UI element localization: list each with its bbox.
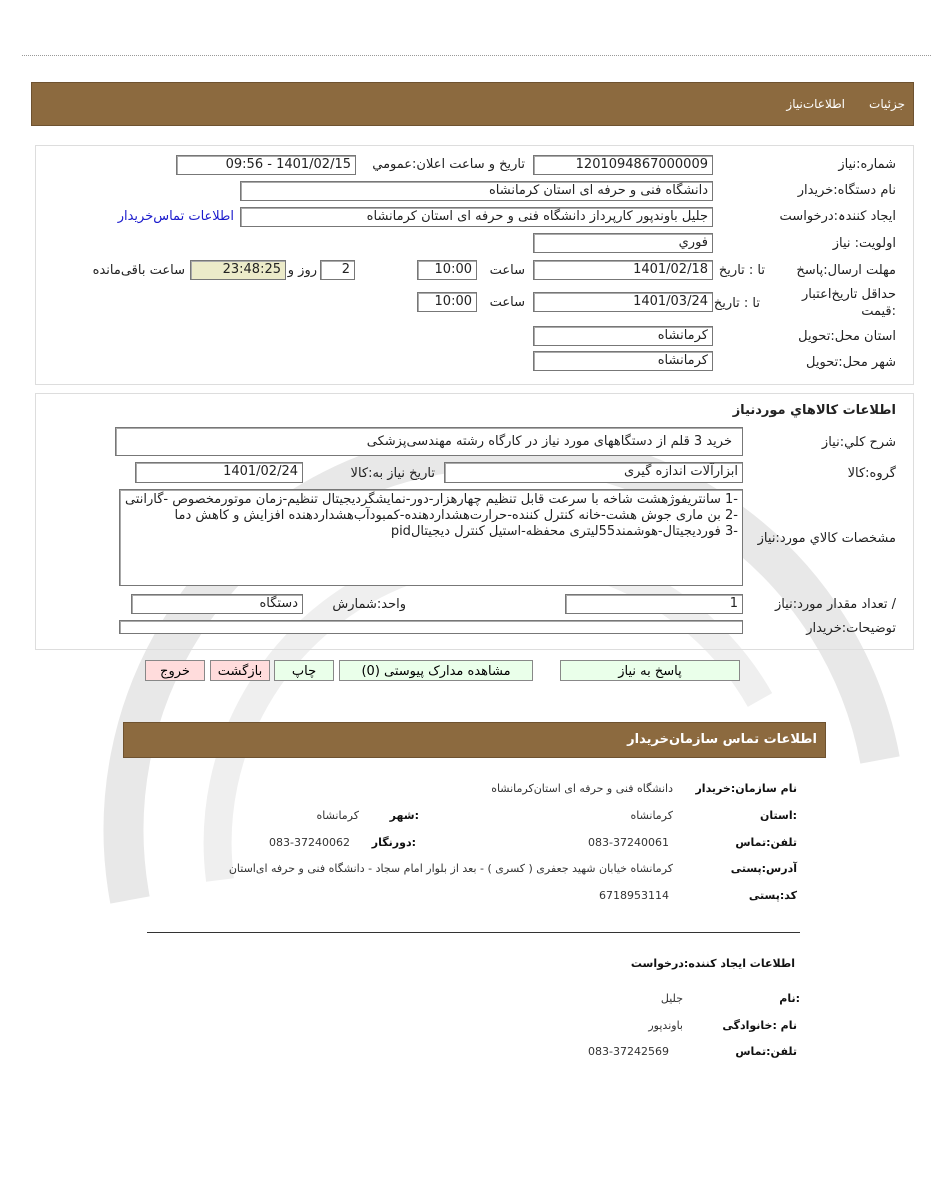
unit-label: واحد:شمارش [332, 597, 406, 612]
deadline-time-field: 10:00 [417, 260, 477, 280]
specs-field [119, 489, 743, 586]
spec-item: -2 بن ماری جوش هشت-خانه کنترل کننده-حرارت‌هشداردهنده-کمبودآب‌هشداردهنده افزایش و کاهش دما [174, 508, 738, 523]
validity-time-label: ساعت [489, 295, 525, 310]
validity-label-1: حداقل تاریخ‌اعتبار [802, 287, 896, 302]
fax-value: 083-37240062 [269, 836, 350, 849]
postal-code-label: کد:پستی [748, 889, 797, 902]
validity-date-field: 1401/03/24 [533, 292, 713, 312]
contact-city-value: کرمانشاه [316, 809, 359, 822]
print-button[interactable]: چاپ [274, 660, 334, 681]
notes-label: توضیحات:خریدار [806, 621, 896, 636]
contact-header-title: اطلاعات تماس سازمان‌خریدار [627, 732, 817, 747]
need-number-field: 1201094867000009 [533, 155, 713, 175]
announce-field: 1401/02/15 - 09:56 [176, 155, 356, 175]
validity-to-date-label: تا : تاریخ [713, 296, 760, 311]
buyer-contact-link[interactable]: اطلاعات تماس‌خریدار [117, 209, 234, 224]
announce-label: تاریخ و ساعت اعلان:عمومي [372, 157, 525, 172]
qty-label: / تعداد مقدار مورد:نیاز [774, 597, 896, 612]
desc-label: شرح کلي:نیاز [821, 435, 896, 450]
qty-field: 1 [565, 594, 743, 614]
group-field: ابزارآلات اندازه گیری [444, 462, 743, 483]
goods-title: اطلاعات کالاهاي موردنیاز [732, 403, 896, 418]
tab-need-info[interactable]: اطلاعات‌نیاز [786, 97, 845, 111]
top-divider [22, 55, 931, 56]
deadline-label: مهلت ارسال:پاسخ [796, 263, 896, 278]
address-value: کرمانشاه خیابان شهید جعفری ( کسری ) - بعد از بلوار امام سجاد - دانشگاه فنی و حرفه ای‌استان [228, 862, 673, 875]
deadline-to-date-label: تا : تاریخ [718, 263, 765, 278]
need-date-field: 1401/02/24 [135, 462, 303, 483]
contact-city-label: :شهر [389, 809, 419, 822]
priority-label: اولویت: نیاز [832, 236, 896, 251]
specs-label: مشخصات کالاي مورد:نیاز [757, 531, 896, 546]
org-label: نام سازمان:خریدار [695, 782, 797, 795]
desc-field: خرید 3 قلم از دستگاههای مورد نیاز در کارگاه رشته مهندسی‌پزشکی [115, 427, 743, 456]
contact-province-value: کرمانشاه [630, 809, 673, 822]
spec-item: -1 سانتریفوژهشت شاخه با سرعت قابل تنظیم چهارهزار-دور-نمایشگردیجیتال تنظیم-زمان موتورمخصوص -گارانتی [124, 492, 738, 507]
need-number-label: شماره:نیاز [838, 157, 896, 172]
validity-time-field: 10:00 [417, 292, 477, 312]
tab-details[interactable]: جزئیات [869, 97, 905, 111]
days-label: روز و [287, 263, 317, 278]
city-field: کرمانشاه [533, 351, 713, 371]
need-date-label: تاریخ نیاز به:کالا [350, 466, 435, 481]
spec-item: -3 فوردیجیتال-هوشمند55لیتری محفظه-استیل کنترل دیجیتالpid [390, 524, 738, 539]
back-button[interactable]: بازگشت [210, 660, 270, 681]
creator-phone-value: 083-37242569 [588, 1045, 669, 1058]
postal-code-value: 6718953114 [599, 889, 669, 902]
creator-info-title: اطلاعات ایجاد کننده:درخواست [630, 957, 795, 970]
phone-label: تلفن:تماس [735, 836, 797, 849]
creator-phone-label: تلفن:تماس [735, 1045, 797, 1058]
address-label: آدرس:پستی [730, 862, 797, 875]
validity-label-2: :قیمت [861, 304, 896, 319]
org-value: دانشگاه فنی و حرفه ای استان‌کرمانشاه [491, 782, 673, 795]
creator-field: جلیل باوندپور کارپرداز دانشگاه فنی و حرفه ای استان کرمانشاه [240, 207, 713, 227]
contact-province-label: :استان [760, 809, 797, 822]
section-divider [147, 932, 800, 933]
days-remaining-field: 2 [320, 260, 355, 280]
creator-family-value: باوندپور [648, 1019, 683, 1032]
buyer-label: نام دستگاه:خریدار [797, 183, 896, 198]
city-label: شهر محل:تحویل [806, 355, 896, 370]
creator-family-label: نام :خانوادگی [722, 1019, 797, 1032]
notes-field [119, 620, 743, 634]
deadline-date-field: 1401/02/18 [533, 260, 713, 280]
reply-button[interactable]: پاسخ به نیاز [560, 660, 740, 681]
view-attachments-button[interactable]: مشاهده مدارک پیوستی (0) [339, 660, 533, 681]
creator-label: ایجاد کنندہ:درخواست [779, 209, 896, 224]
phone-value: 083-37240061 [588, 836, 669, 849]
creator-name-value: جلیل [660, 992, 683, 1005]
time-remaining-label: ساعت باقی‌مانده [92, 263, 185, 278]
group-label: گروه:کالا [847, 466, 896, 481]
priority-field: فوري [533, 233, 713, 253]
deadline-time-label: ساعت [489, 263, 525, 278]
province-field: کرمانشاه [533, 326, 713, 346]
creator-name-label: :نام [779, 992, 800, 1005]
contact-header [123, 722, 826, 758]
buyer-field: دانشگاه فنی و حرفه ای استان کرمانشاه [240, 181, 713, 201]
tab-bar [31, 82, 914, 126]
fax-label: :دورنگار [371, 836, 416, 849]
province-label: استان محل:تحویل [798, 329, 896, 344]
time-remaining-field: 23:48:25 [190, 260, 286, 280]
exit-button[interactable]: خروج [145, 660, 205, 681]
unit-field: دستگاه [131, 594, 303, 614]
